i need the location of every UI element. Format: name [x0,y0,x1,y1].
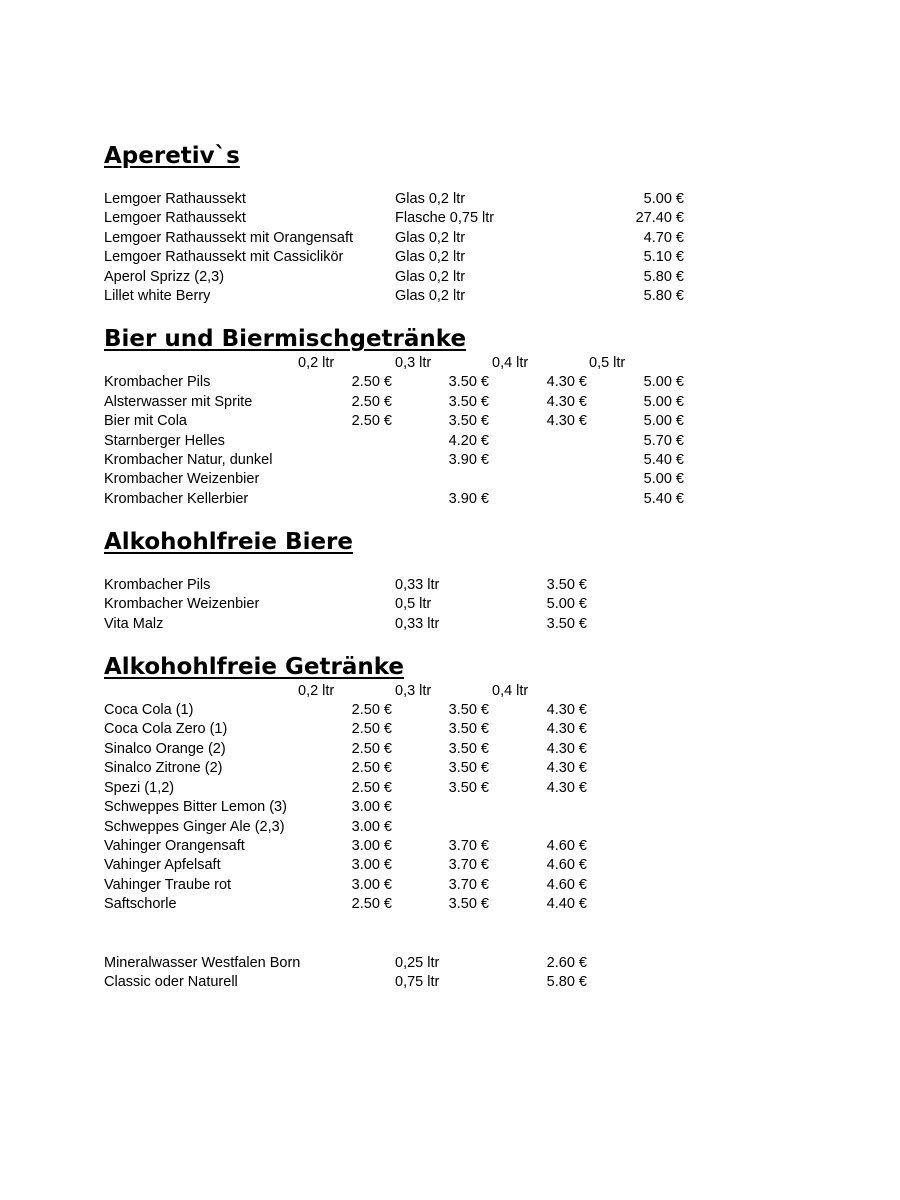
menu-row [0,576,900,595]
item-name: Mineralwasser Westfalen Born [104,955,301,971]
item-price: 4.60 € [546,857,587,873]
item-name: Lemgoer Rathaussekt [104,191,246,207]
menu-row [0,837,900,856]
item-name: Sinalco Orange (2) [104,741,226,757]
item-name: Spezi (1,2) [104,780,175,796]
menu-row [0,595,900,614]
item-price: 5.00 € [643,374,684,390]
item-size: 0,25 ltr [395,955,440,971]
item-name: Sinalco Zitrone (2) [104,760,223,776]
item-price: 4.30 € [546,780,587,796]
menu-row [0,876,900,895]
item-name: Coca Cola Zero (1) [104,721,228,737]
item-name: Lillet white Berry [104,288,211,304]
item-name: Lemgoer Rathaussekt mit Cassiclikör [104,249,344,265]
menu-row [0,740,900,759]
item-price: 5.80 € [546,974,587,990]
item-name: Krombacher Weizenbier [104,471,260,487]
menu-row [0,779,900,798]
menu-row [0,229,900,248]
item-size: Flasche 0,75 ltr [395,210,495,226]
menu-row [0,451,900,470]
item-price: 5.80 € [643,269,684,285]
section-title-bier: Bier und Biermischgetränke [104,326,467,352]
menu-row [0,209,900,228]
item-price: 3.70 € [448,857,489,873]
item-name: Krombacher Weizenbier [104,596,260,612]
menu-row [0,615,900,634]
menu-row [0,701,900,720]
item-size: Glas 0,2 ltr [395,230,466,246]
item-price: 5.00 € [643,191,684,207]
item-price: 3.50 € [448,413,489,429]
item-price: 2.50 € [351,760,392,776]
item-price: 3.50 € [448,760,489,776]
item-price: 5.40 € [643,452,684,468]
item-price: 3.70 € [448,877,489,893]
item-price: 4.70 € [643,230,684,246]
column-header: 0,2 ltr [298,355,335,371]
column-header: 0,4 ltr [492,683,529,699]
item-name: Bier mit Cola [104,413,187,429]
item-name: Alsterwasser mit Sprite [104,394,253,410]
menu-row [0,190,900,209]
item-price: 2.50 € [351,741,392,757]
menu-row [0,412,900,431]
item-price: 4.30 € [546,394,587,410]
item-size: Glas 0,2 ltr [395,269,466,285]
item-price: 3.00 € [351,877,392,893]
item-price: 5.80 € [643,288,684,304]
item-name: Krombacher Kellerbier [104,491,249,507]
menu-row [0,268,900,287]
item-name: Coca Cola (1) [104,702,194,718]
item-price: 4.40 € [546,896,587,912]
item-price: 2.60 € [546,955,587,971]
item-price: 3.50 € [546,616,587,632]
section-title-alkoholfreie-biere: Alkohohlfreie Biere [104,529,353,555]
item-price: 3.50 € [448,702,489,718]
item-price: 5.00 € [546,596,587,612]
column-header: 0,2 ltr [298,683,335,699]
item-price: 3.00 € [351,819,392,835]
item-size: 0,33 ltr [395,616,440,632]
item-price: 4.60 € [546,838,587,854]
item-price: 2.50 € [351,780,392,796]
item-name: Vahinger Orangensaft [104,838,245,854]
menu-row [0,470,900,489]
menu-row [0,720,900,739]
item-price: 2.50 € [351,702,392,718]
item-price: 2.50 € [351,374,392,390]
item-price: 3.90 € [448,452,489,468]
section-title-alkoholfreie-getraenke: Alkohohlfreie Getränke [104,654,405,680]
item-name: Classic oder Naturell [104,974,238,990]
item-price: 5.10 € [643,249,684,265]
item-price: 3.00 € [351,799,392,815]
column-header: 0,3 ltr [395,355,432,371]
column-header: 0,3 ltr [395,683,432,699]
menu-row [0,895,900,914]
item-price: 4.30 € [546,760,587,776]
item-price: 5.00 € [643,413,684,429]
item-price: 27.40 € [635,210,684,226]
menu-row [0,373,900,392]
item-size: 0,5 ltr [395,596,432,612]
item-price: 3.70 € [448,838,489,854]
item-price: 4.30 € [546,721,587,737]
item-price: 4.30 € [546,374,587,390]
item-price: 5.00 € [643,394,684,410]
item-name: Aperol Sprizz (2,3) [104,269,225,285]
item-name: Saftschorle [104,896,177,912]
item-name: Schweppes Bitter Lemon (3) [104,799,287,815]
item-price: 2.50 € [351,394,392,410]
column-header: 0,4 ltr [492,355,529,371]
item-price: 3.00 € [351,857,392,873]
menu-row [0,818,900,837]
item-price: 3.00 € [351,838,392,854]
item-price: 3.50 € [448,721,489,737]
item-size: Glas 0,2 ltr [395,249,466,265]
item-size: 0,33 ltr [395,577,440,593]
item-size: Glas 0,2 ltr [395,288,466,304]
item-price: 4.30 € [546,702,587,718]
item-size: Glas 0,2 ltr [395,191,466,207]
item-price: 3.50 € [546,577,587,593]
menu-row [0,759,900,778]
menu-row [0,973,900,992]
item-price: 3.50 € [448,741,489,757]
item-name: Krombacher Pils [104,374,211,390]
item-name: Lemgoer Rathaussekt mit Orangensaft [104,230,354,246]
item-price: 5.00 € [643,471,684,487]
item-name: Vahinger Traube rot [104,877,232,893]
item-name: Lemgoer Rathaussekt [104,210,246,226]
column-header: 0,5 ltr [589,355,626,371]
item-name: Krombacher Pils [104,577,211,593]
item-price: 3.50 € [448,780,489,796]
item-size: 0,75 ltr [395,974,440,990]
item-price: 4.30 € [546,741,587,757]
item-name: Starnberger Helles [104,433,225,449]
menu-row [0,798,900,817]
item-price: 3.50 € [448,896,489,912]
item-price: 3.50 € [448,374,489,390]
column-header-row [0,354,900,373]
menu-row [0,393,900,412]
item-price: 2.50 € [351,721,392,737]
menu-row [0,954,900,973]
item-price: 2.50 € [351,896,392,912]
item-price: 4.30 € [546,413,587,429]
item-price: 5.40 € [643,491,684,507]
menu-row [0,490,900,509]
menu-row [0,248,900,267]
item-name: Vita Malz [104,616,164,632]
item-name: Vahinger Apfelsaft [104,857,221,873]
menu-row [0,856,900,875]
column-header-row [0,682,900,701]
item-price: 2.50 € [351,413,392,429]
item-name: Schweppes Ginger Ale (2,3) [104,819,285,835]
item-price: 5.70 € [643,433,684,449]
menu-row [0,287,900,306]
item-price: 4.60 € [546,877,587,893]
item-name: Krombacher Natur, dunkel [104,452,273,468]
item-price: 3.90 € [448,491,489,507]
menu-row [0,432,900,451]
item-price: 3.50 € [448,394,489,410]
item-price: 4.20 € [448,433,489,449]
section-title-aperetivs: Aperetiv`s [104,143,240,169]
